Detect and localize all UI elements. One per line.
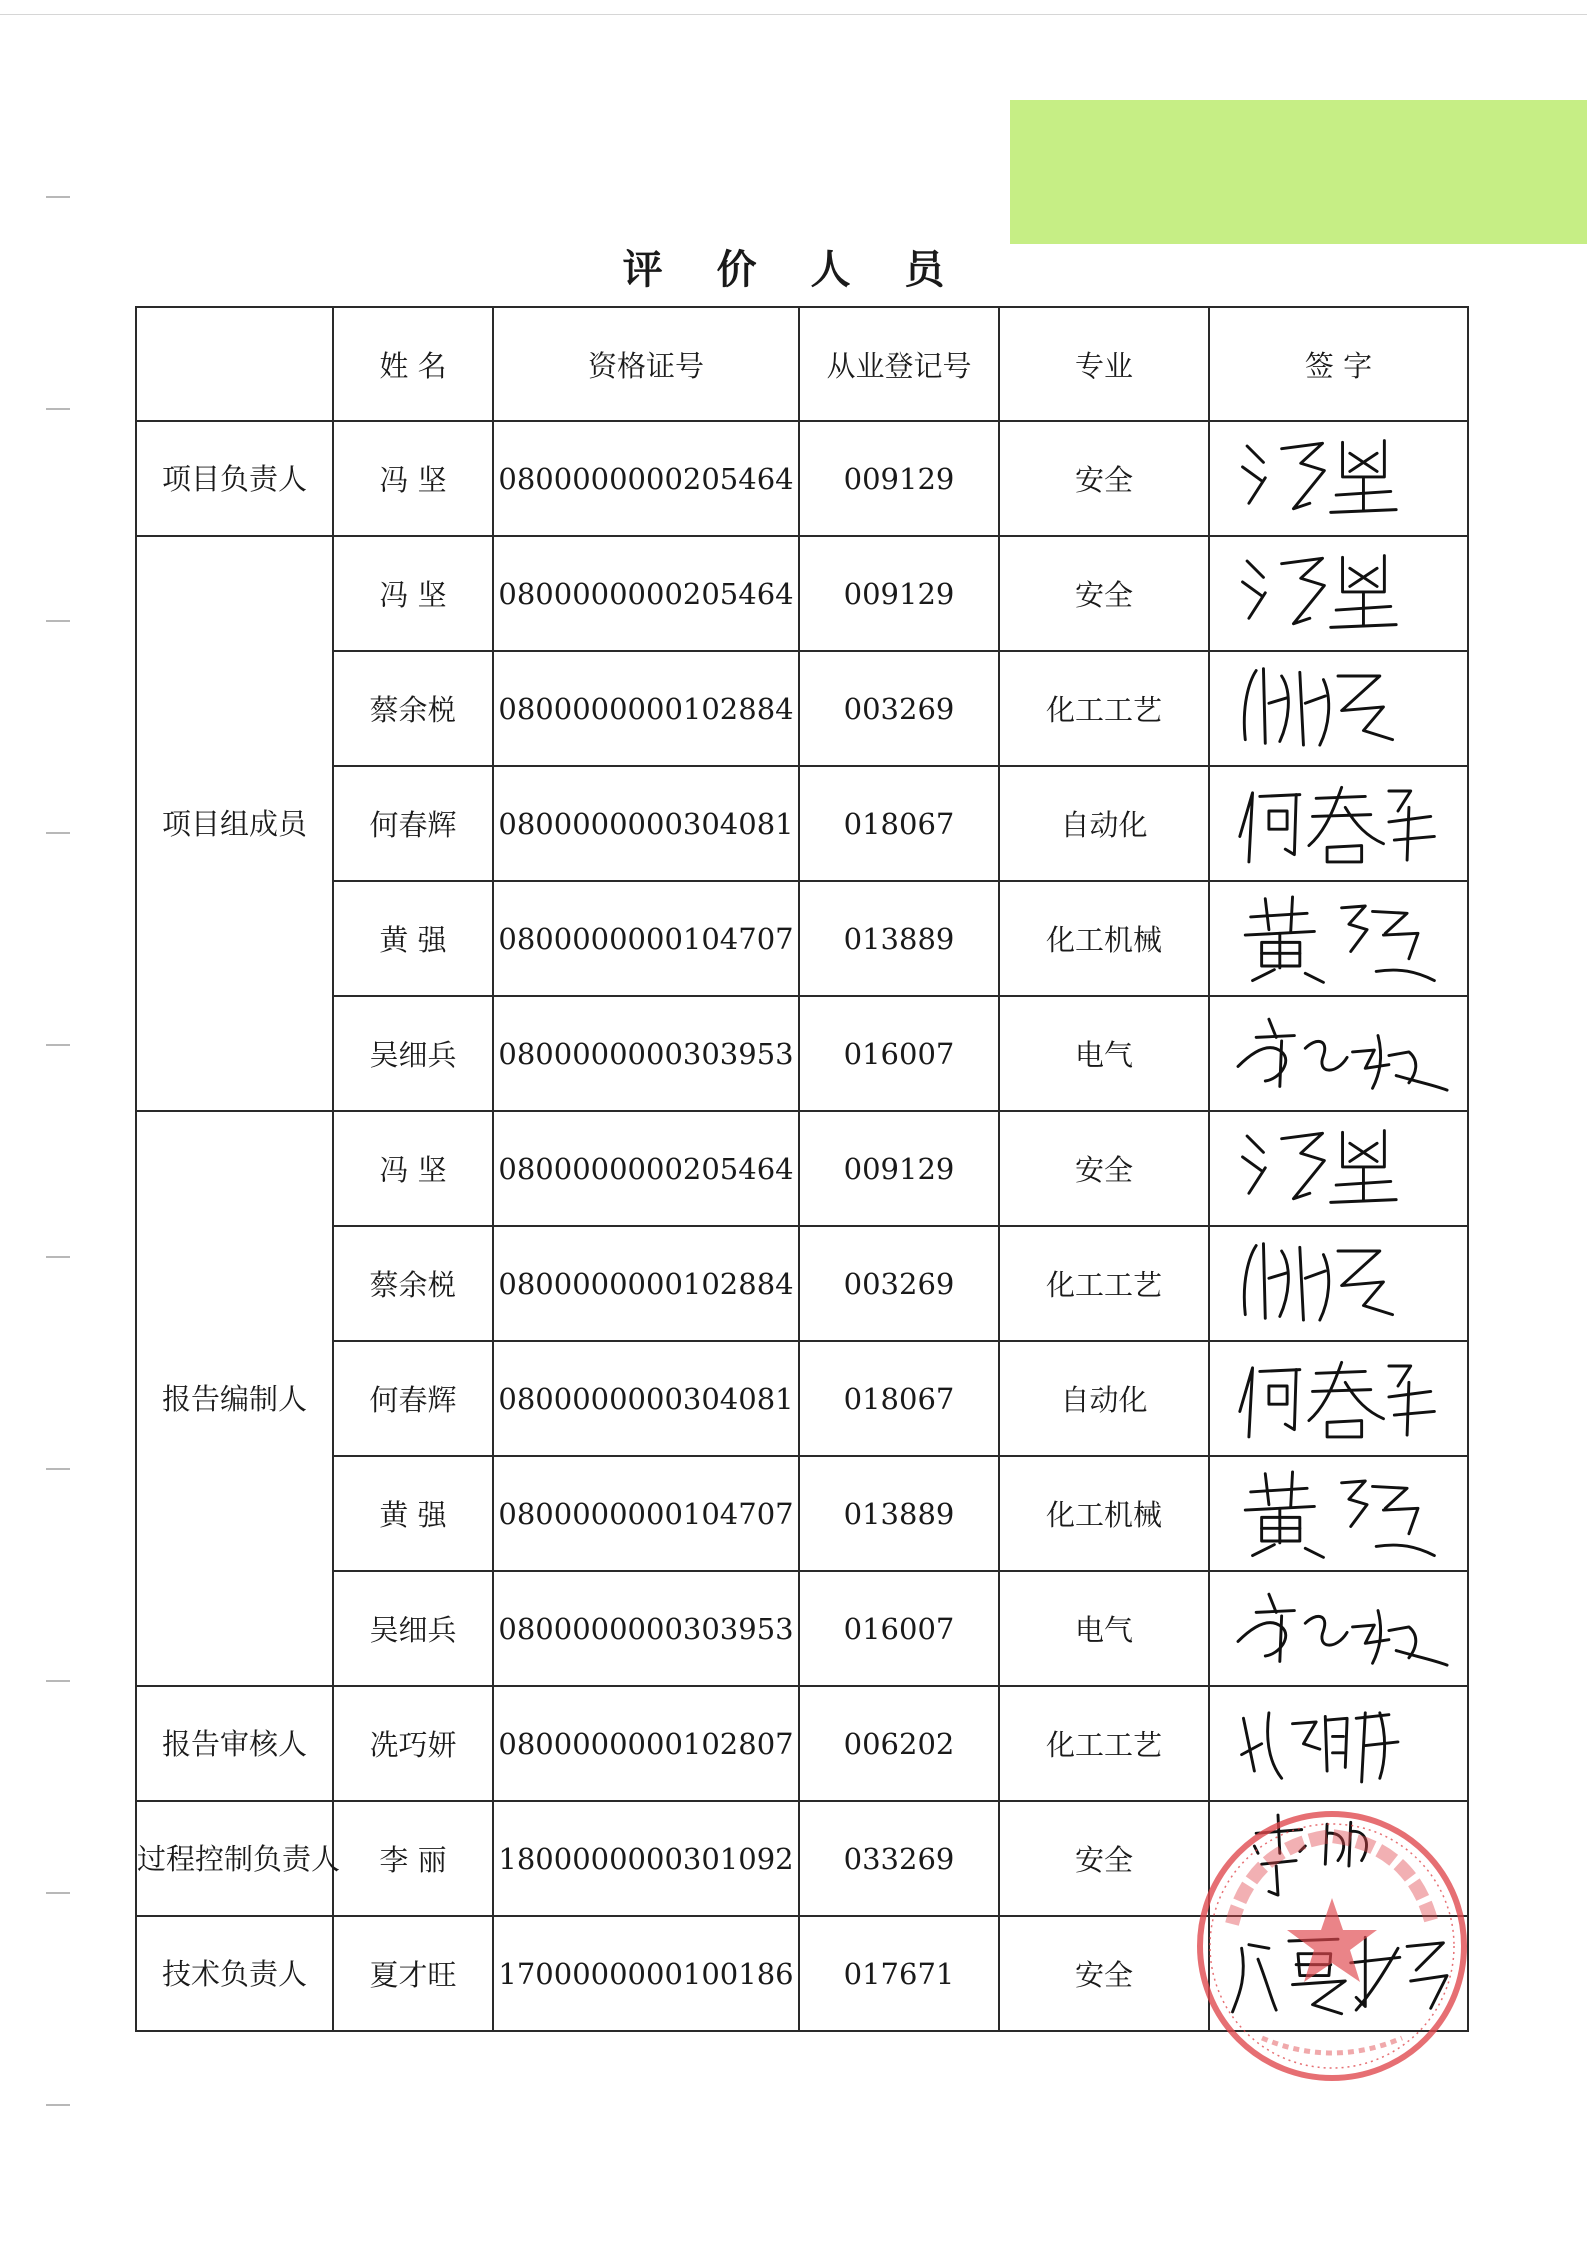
signature-stroke <box>1396 1076 1447 1091</box>
signature-stroke <box>1243 467 1263 482</box>
signature-stroke <box>1313 1390 1371 1392</box>
page-title: 评 价 人 员 <box>622 246 965 293</box>
cert-number-cell: 0800000000205464 <box>493 1111 799 1226</box>
signature-stroke <box>1338 676 1393 740</box>
name-cell: 吴细兵 <box>333 1571 493 1686</box>
signature-stroke <box>1253 1545 1275 1556</box>
signature-stroke <box>1373 1486 1408 1508</box>
signature-stroke <box>1345 807 1383 843</box>
signature-stroke <box>1240 1368 1253 1437</box>
signature-stroke <box>1253 970 1275 981</box>
signature-stroke <box>1251 1488 1307 1492</box>
personnel-row <box>136 766 1468 881</box>
signature-stroke <box>1305 1041 1347 1070</box>
signature-stroke <box>1249 593 1265 618</box>
signature-stroke <box>1350 453 1377 471</box>
name-cell: 蔡余棁 <box>333 651 493 766</box>
signature-stroke <box>1394 836 1434 840</box>
signature-stroke <box>1238 1048 1286 1081</box>
signature-stroke <box>1258 1959 1276 2010</box>
signature-stroke <box>1356 1715 1389 1719</box>
signature-stroke <box>1316 796 1365 798</box>
signature-stroke <box>1373 1611 1381 1664</box>
name-cell: 吴细兵 <box>333 996 493 1111</box>
header-major: 专业 <box>999 307 1209 421</box>
major-cell: 安全 <box>999 1801 1209 1916</box>
signature-stroke <box>1331 1200 1396 1203</box>
signature-stroke <box>1350 1143 1377 1161</box>
margin-mark <box>46 832 70 834</box>
signature-stroke <box>1407 1382 1409 1435</box>
signature-stroke <box>1247 561 1263 577</box>
signature-stroke <box>1327 846 1362 862</box>
signature-stroke <box>1362 1713 1366 1782</box>
signature-stroke <box>1305 1271 1325 1278</box>
signature-stroke <box>1291 1472 1293 1507</box>
personnel-row <box>136 1456 1468 1571</box>
signature-stroke <box>1243 1157 1263 1172</box>
signature-cell <box>1209 536 1468 651</box>
signature-stroke <box>1280 1251 1289 1316</box>
signature-stroke <box>1327 1833 1344 1860</box>
signature-stroke <box>1282 558 1325 623</box>
registration-number-cell: 009129 <box>799 421 999 536</box>
handwritten-signature <box>1218 886 1458 986</box>
name-cell: 冯 坚 <box>333 1111 493 1226</box>
signature-stroke <box>1331 625 1396 628</box>
cert-number-cell: 0800000000102807 <box>493 1686 799 1801</box>
signature-stroke <box>1268 1713 1282 1778</box>
signature-stroke <box>1383 1508 1418 1533</box>
registration-number-cell: 009129 <box>799 1111 999 1226</box>
handwritten-signature <box>1218 1116 1458 1216</box>
signature-stroke <box>1325 1824 1327 1864</box>
signature-stroke <box>1269 1273 1287 1278</box>
signature-cell <box>1209 1571 1468 1686</box>
signature-stroke <box>1407 1943 1443 1970</box>
cert-number-cell: 0800000000205464 <box>493 536 799 651</box>
registration-number-cell: 013889 <box>799 881 999 996</box>
signature-stroke <box>1256 1611 1294 1613</box>
signature-stroke <box>1280 1041 1282 1086</box>
signature-stroke <box>1269 698 1287 703</box>
major-cell: 电气 <box>999 996 1209 1111</box>
header-reg: 从业登记号 <box>799 307 999 421</box>
major-cell: 安全 <box>999 1111 1209 1226</box>
cert-number-cell: 0800000000303953 <box>493 996 799 1111</box>
signature-stroke <box>1396 1651 1447 1666</box>
signature-stroke <box>1353 1050 1389 1068</box>
registration-number-cell: 009129 <box>799 536 999 651</box>
signature-stroke <box>1278 1815 1280 1853</box>
signature-cell <box>1209 1226 1468 1341</box>
name-cell: 冯 坚 <box>333 421 493 536</box>
cert-number-cell: 0800000000304081 <box>493 766 799 881</box>
major-cell: 化工机械 <box>999 1456 1209 1571</box>
signature-stroke <box>1269 1594 1276 1612</box>
signature-cell <box>1209 766 1468 881</box>
margin-mark <box>46 196 70 198</box>
signature-stroke <box>1243 582 1263 597</box>
signature-stroke <box>1244 671 1256 740</box>
cert-number-cell: 0800000000303953 <box>493 1571 799 1686</box>
signature-stroke <box>1376 970 1434 980</box>
signature-stroke <box>1342 1481 1367 1526</box>
handwritten-signature <box>1218 1231 1458 1331</box>
signature-stroke <box>1269 1386 1287 1404</box>
signature-cell <box>1209 1801 1468 1916</box>
cert-number-cell: 0800000000104707 <box>493 1456 799 1571</box>
signature-stroke <box>1269 811 1287 829</box>
personnel-row <box>136 1916 1468 2031</box>
handwritten-signature <box>1218 1576 1458 1676</box>
signature-stroke <box>1293 1722 1320 1749</box>
margin-mark <box>46 1680 70 1682</box>
major-cell: 化工工艺 <box>999 651 1209 766</box>
header-cert: 资格证号 <box>493 307 799 421</box>
signature-stroke <box>1407 807 1409 860</box>
handwritten-signature <box>1218 541 1458 641</box>
registration-number-cell: 006202 <box>799 1686 999 1801</box>
scan-top-edge <box>0 14 1587 15</box>
signature-stroke <box>1376 1545 1434 1555</box>
major-cell: 化工工艺 <box>999 1226 1209 1341</box>
major-cell: 化工机械 <box>999 881 1209 996</box>
major-cell: 电气 <box>999 1571 1209 1686</box>
signature-stroke <box>1263 1244 1265 1319</box>
major-cell: 安全 <box>999 421 1209 536</box>
signature-stroke <box>1325 1716 1327 1771</box>
signature-stroke <box>1300 672 1304 745</box>
signature-stroke <box>1345 1382 1383 1418</box>
cert-number-cell: 0800000000205464 <box>493 421 799 536</box>
signature-stroke <box>1249 1945 1269 1949</box>
major-cell: 安全 <box>999 1916 1209 2031</box>
signature-stroke <box>1300 1247 1304 1320</box>
name-cell: 黄 强 <box>333 1456 493 1571</box>
signature-cell <box>1209 1111 1468 1226</box>
personnel-table <box>135 306 1469 2032</box>
signature-stroke <box>1327 1718 1347 1767</box>
margin-mark <box>46 1892 70 1894</box>
handwritten-signature <box>1218 1001 1458 1101</box>
signature-stroke <box>1265 1474 1269 1505</box>
signature-stroke <box>1305 1548 1323 1557</box>
signature-stroke <box>1293 1981 1346 2014</box>
role-cell: 报告审核人 <box>136 1686 333 1801</box>
handwritten-signature <box>1218 1346 1458 1446</box>
signature-stroke <box>1411 1976 1447 2009</box>
major-cell: 化工工艺 <box>999 1686 1209 1801</box>
registration-number-cell: 018067 <box>799 1341 999 1456</box>
registration-number-cell: 003269 <box>799 1226 999 1341</box>
signature-stroke <box>1373 1036 1381 1089</box>
header-role <box>136 307 333 421</box>
major-cell: 安全 <box>999 536 1209 651</box>
name-cell: 何春辉 <box>333 766 493 881</box>
signature-stroke <box>1373 911 1408 933</box>
header-name: 姓 名 <box>333 307 493 421</box>
margin-mark <box>46 408 70 410</box>
signature-stroke <box>1342 906 1367 951</box>
registration-number-cell: 018067 <box>799 766 999 881</box>
personnel-row <box>136 1801 1468 1916</box>
registration-number-cell: 033269 <box>799 1801 999 1916</box>
handwritten-signature <box>1218 1691 1458 1791</box>
handwritten-signature <box>1218 656 1458 756</box>
name-cell: 何春辉 <box>333 1341 493 1456</box>
margin-mark <box>46 620 70 622</box>
personnel-row <box>136 1571 1468 1686</box>
handwritten-signature <box>1218 426 1458 526</box>
cert-number-cell: 0800000000102884 <box>493 651 799 766</box>
name-cell: 夏才旺 <box>333 1916 493 2031</box>
personnel-row <box>136 1686 1468 1801</box>
signature-stroke <box>1313 815 1371 817</box>
table-header-row <box>136 307 1468 421</box>
role-cell: 项目负责人 <box>136 421 333 536</box>
signature-stroke <box>1394 1411 1434 1415</box>
signature-stroke <box>1249 478 1265 503</box>
signature-stroke <box>1256 1036 1294 1038</box>
handwritten-signature <box>1218 1921 1458 2021</box>
margin-mark <box>46 2104 70 2106</box>
name-cell: 蔡余棁 <box>333 1226 493 1341</box>
role-cell: 过程控制负责人 <box>136 1801 333 1916</box>
margin-mark <box>46 1468 70 1470</box>
signature-stroke <box>1356 1937 1365 2006</box>
name-cell: 黄 强 <box>333 881 493 996</box>
personnel-row <box>136 1341 1468 1456</box>
role-cell: 项目组成员 <box>136 536 333 1111</box>
handwritten-signature <box>1218 1461 1458 1561</box>
name-cell: 冯 坚 <box>333 536 493 651</box>
personnel-row <box>136 881 1468 996</box>
personnel-row <box>136 996 1468 1111</box>
registration-number-cell: 017671 <box>799 1916 999 2031</box>
signature-stroke <box>1280 1616 1282 1661</box>
margin-mark <box>46 1256 70 1258</box>
name-cell: 李 丽 <box>333 1801 493 1916</box>
signature-stroke <box>1320 1255 1329 1320</box>
signature-cell <box>1209 421 1468 536</box>
signature-stroke <box>1269 1019 1276 1037</box>
signature-stroke <box>1351 1831 1367 1860</box>
signature-stroke <box>1316 1371 1365 1373</box>
signature-stroke <box>1265 899 1269 930</box>
signature-stroke <box>1269 1866 1278 1895</box>
margin-mark <box>46 1044 70 1046</box>
signature-stroke <box>1349 1822 1351 1866</box>
signature-stroke <box>1254 1846 1258 1853</box>
handwritten-signature <box>1218 1806 1458 1906</box>
cert-number-cell: 0800000000304081 <box>493 1341 799 1456</box>
signature-cell <box>1209 881 1468 996</box>
signature-cell <box>1209 1341 1468 1456</box>
signature-stroke <box>1262 1861 1297 1865</box>
signature-stroke <box>1327 1421 1362 1437</box>
signature-stroke <box>1331 510 1396 513</box>
signature-stroke <box>1247 446 1263 462</box>
signature-stroke <box>1247 1136 1263 1152</box>
signature-stroke <box>1338 1251 1393 1315</box>
major-cell: 自动化 <box>999 1341 1209 1456</box>
cert-number-cell: 0800000000102884 <box>493 1226 799 1341</box>
personnel-row <box>136 651 1468 766</box>
signature-cell <box>1209 1916 1468 2031</box>
header-sign: 签 字 <box>1209 307 1468 421</box>
signature-cell <box>1209 996 1468 1111</box>
cert-number-cell: 1800000000301092 <box>493 1801 799 1916</box>
personnel-table-body <box>136 421 1468 2031</box>
signature-stroke <box>1260 795 1300 797</box>
personnel-row <box>136 536 1468 651</box>
signature-stroke <box>1240 793 1253 862</box>
role-cell: 报告编制人 <box>136 1111 333 1686</box>
signature-stroke <box>1244 1246 1256 1315</box>
signature-stroke <box>1305 973 1323 982</box>
signature-cell <box>1209 651 1468 766</box>
registration-number-cell: 013889 <box>799 1456 999 1571</box>
registration-number-cell: 003269 <box>799 651 999 766</box>
signature-stroke <box>1251 913 1307 917</box>
personnel-row <box>136 1226 1468 1341</box>
role-cell: 技术负责人 <box>136 1916 333 2031</box>
signature-stroke <box>1238 1623 1286 1656</box>
sticky-note <box>1010 100 1587 244</box>
signature-stroke <box>1305 1616 1347 1645</box>
signature-stroke <box>1263 669 1265 744</box>
signature-stroke <box>1320 680 1329 745</box>
signature-stroke <box>1383 933 1418 958</box>
signature-cell <box>1209 1456 1468 1571</box>
signature-stroke <box>1365 1742 1398 1746</box>
signature-stroke <box>1280 676 1289 741</box>
registration-number-cell: 016007 <box>799 996 999 1111</box>
signature-stroke <box>1350 568 1377 586</box>
signature-stroke <box>1305 696 1325 703</box>
registration-number-cell: 016007 <box>799 1571 999 1686</box>
signature-stroke <box>1300 1846 1305 1851</box>
signature-stroke <box>1243 1718 1254 1771</box>
signature-stroke <box>1289 1939 1338 1941</box>
handwritten-signature <box>1218 771 1458 871</box>
signature-stroke <box>1356 1948 1398 2010</box>
signature-stroke <box>1291 897 1293 932</box>
signature-stroke <box>1380 1713 1385 1778</box>
cert-number-cell: 0800000000104707 <box>493 881 799 996</box>
signature-stroke <box>1249 1168 1265 1193</box>
name-cell: 冼巧妍 <box>333 1686 493 1801</box>
signature-stroke <box>1353 1625 1389 1643</box>
personnel-row <box>136 1111 1468 1226</box>
personnel-row <box>136 421 1468 536</box>
cert-number-cell: 1700000000100186 <box>493 1916 799 2031</box>
signature-stroke <box>1260 1370 1300 1372</box>
major-cell: 自动化 <box>999 766 1209 881</box>
signature-stroke <box>1233 1948 1244 2012</box>
signature-cell <box>1209 1686 1468 1801</box>
signature-stroke <box>1282 1133 1325 1198</box>
signature-stroke <box>1282 443 1325 508</box>
